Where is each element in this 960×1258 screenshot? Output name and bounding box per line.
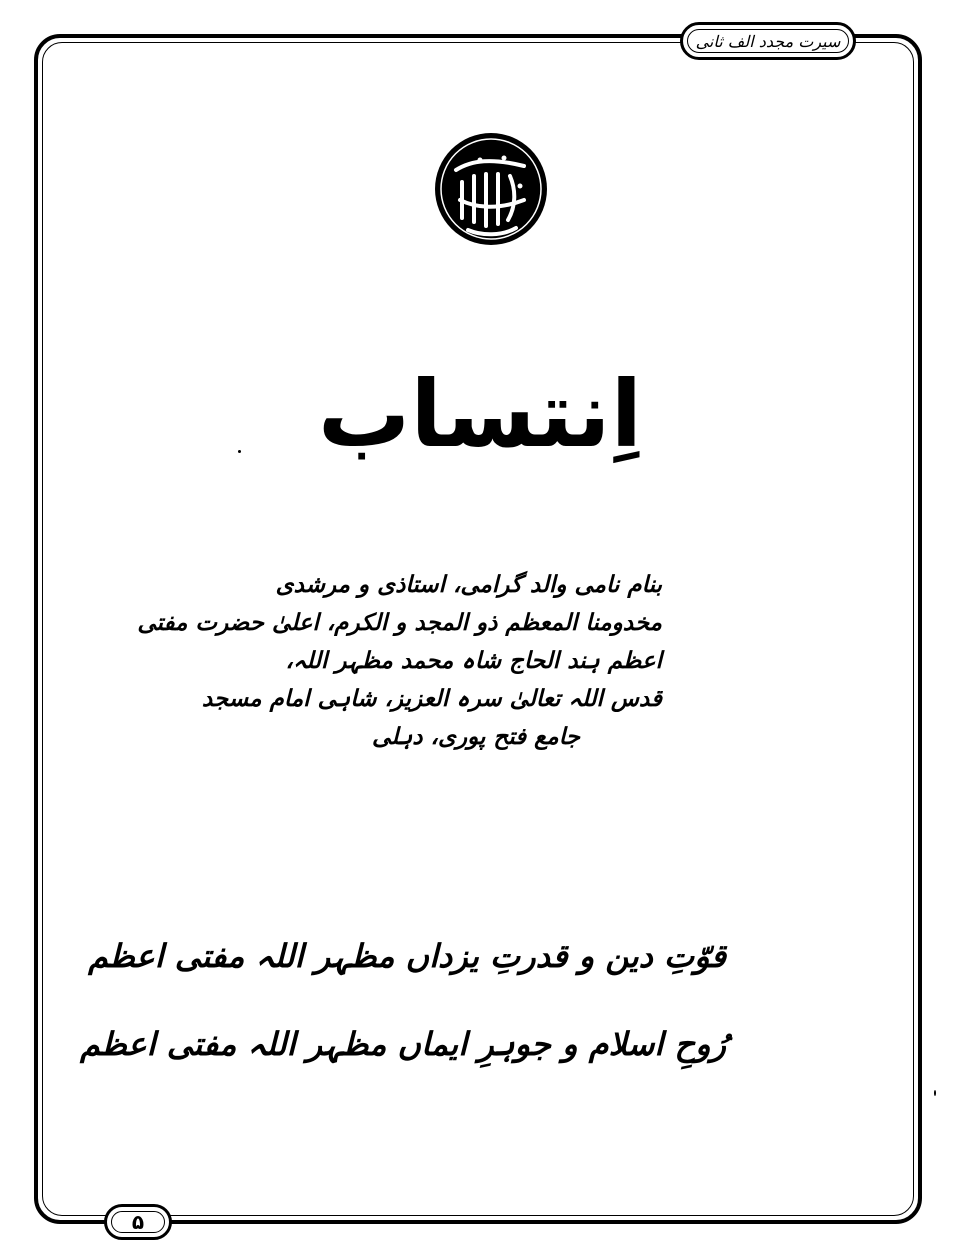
dedication-line: جامع فتح پوری، دہلی — [372, 724, 580, 750]
dedication-text — [137, 566, 662, 756]
dedication-line: بنام نامی والد گرامی، استاذی و مرشدی — [275, 572, 662, 598]
verse-line-2: رُوحِ اسلام و جوہرِ ایماں مظہر اللہ مفتی اعظم — [80, 1025, 726, 1063]
scan-speck — [934, 1090, 936, 1096]
scan-speck — [238, 450, 241, 453]
book-title: سیرت مجدد الف ثانی — [695, 31, 841, 51]
dedication-line: قدس اللہ تعالیٰ سرہ العزیز، شاہی امام مسجد — [201, 686, 662, 712]
page-number-cartouche — [104, 1204, 172, 1240]
dedication-heading: اِنتساب — [317, 361, 643, 468]
verse-line-1: قوّتِ دین و قدرتِ یزداں مظہر اللہ مفتی اعظم — [88, 937, 726, 975]
dedication-line: مخدومنا المعظم ذو المجد و الکرم، اعلیٰ حضرت مفتی — [137, 610, 662, 636]
bismillah-calligraphy-seal-icon — [432, 130, 550, 248]
running-header — [680, 22, 856, 60]
page-number: ۵ — [131, 1210, 145, 1234]
dedication-line: اعظم ہند الحاج شاہ محمد مظہر اللہ، — [285, 648, 662, 674]
